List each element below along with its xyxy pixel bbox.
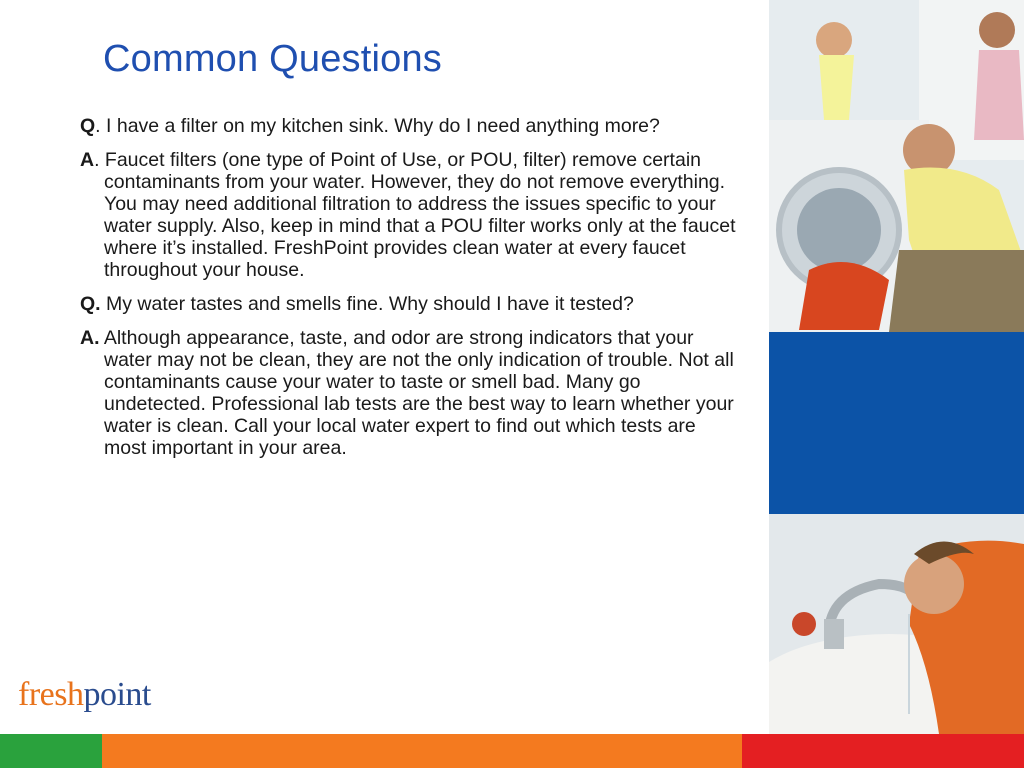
qa-text: . Faucet filters (one type of Point of Use, or POU, filter) remove certain contaminants from your water. However, they do not remove everything. You may need additional filtration to address the issues specific to your water supply. Also, keep in mind that a POU filter works only at the faucet where it’s installed. FreshPoint provides clean water at every faucet throughout your house. (94, 149, 736, 281)
qa-item (80, 115, 740, 137)
footer-orange-segment (102, 734, 742, 768)
footer-red-segment (742, 734, 1024, 768)
qa-text: . I have a filter on my kitchen sink. Why do I need anything more? (95, 115, 660, 137)
freshpoint-logo (18, 676, 151, 714)
laundry-illustration (769, 0, 1024, 332)
faucet-illustration (769, 514, 1024, 734)
footer-color-bar (0, 734, 1024, 768)
slide-title: Common Questions (103, 38, 443, 80)
family-laundry-photo (769, 0, 1024, 332)
qa-text: Although appearance, taste, and odor are strong indicators that your water may not be clean, they are not the only indication of trouble. Not all contaminants cause your water to taste or smell bad. Many go undetected. Professional lab tests are the best way to learn whether your water is clean. Call your local water expert to find out which tests are most important in your area. (99, 327, 734, 459)
qa-label: Q (80, 115, 96, 137)
qa-text: My water tastes and smells fine. Why should I have it tested? (100, 293, 634, 315)
qa-label: Q. (80, 293, 101, 315)
qa-item (80, 149, 740, 281)
qa-label: A (80, 149, 95, 171)
photo-column (769, 0, 1024, 734)
boy-drinking-from-faucet-photo (769, 514, 1024, 734)
logo-fresh: fresh (18, 676, 84, 713)
qa-item (80, 293, 740, 315)
qa-item (80, 327, 740, 459)
footer-green-segment (0, 734, 102, 768)
blue-color-block (769, 332, 1024, 514)
logo-point: point (83, 676, 151, 713)
qa-list (80, 115, 740, 471)
qa-label: A. (80, 327, 100, 349)
